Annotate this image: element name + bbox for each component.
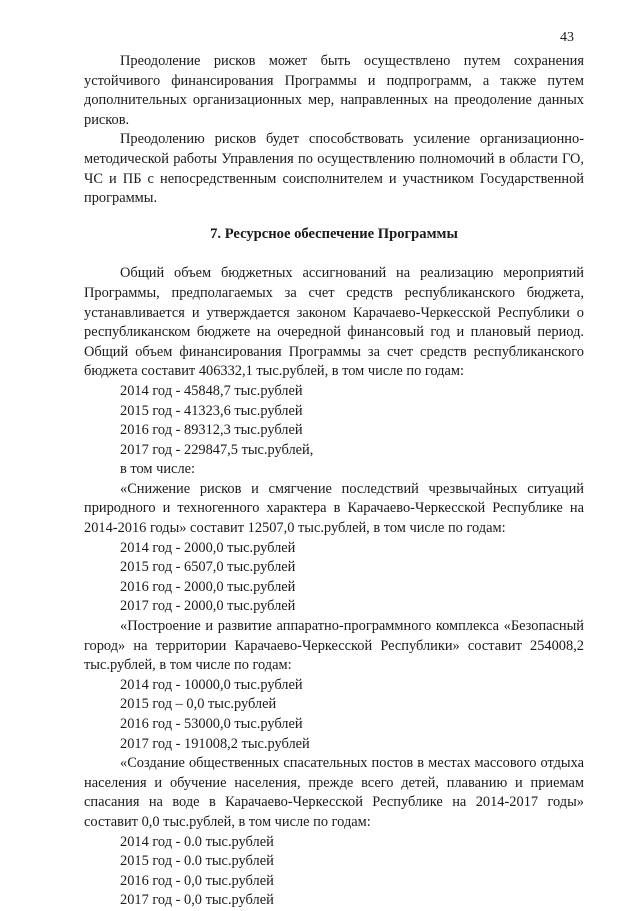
intro-paragraph-1: Преодоление рисков может быть осуществлено путем сохранения устойчивого финансирования Программы и подпрограмм, а также путем дополнительных организационных мер, направленных на преодоление данных рисков. <box>84 53 584 128</box>
list-item: 2016 год - 2000,0 тыс.рублей <box>120 578 296 595</box>
list-item: 2016 год - 89312,3 тыс.рублей <box>120 422 303 439</box>
list-item: 2015 год – 0,0 тыс.рублей <box>120 696 277 713</box>
list-item: 2014 год - 0.0 тыс.рублей <box>120 833 274 850</box>
subprogram-2-text: «Построение и развитие аппаратно-программного комплекса «Безопасный город» на территории Карачаево-Черкесской Республики» составит 254008,2 тыс.рублей, в том числе по годам: <box>84 618 584 674</box>
subprogram-3-text: «Создание общественных спасательных постов в местах массового отдыха населения и обучение населения, прежде всего детей, плаванию и приемам спасания на воде в Карачаево-Черкесской Республике на 2014-2017 годы» составит 0,0 тыс.рублей, в том числе по годам: <box>84 755 584 830</box>
section-title: 7. Ресурсное обеспечение Программы <box>210 225 458 242</box>
list-item: 2017 год - 0,0 тыс.рублей <box>120 892 274 909</box>
list-item: 2014 год - 10000,0 тыс.рублей <box>120 676 303 693</box>
including-label: в том числе: <box>120 461 196 478</box>
main-paragraph: Общий объем бюджетных ассигнований на реализацию мероприятий Программы, предполагаемых за счет средств республиканского бюджета, устанавливается и утверждается законом Карачаево-Черкесской Республики о республиканском бюджете на очередной финансовый год и плановый период. Общий объем финансирования Программы за счет средств республиканского бюджета составит 406332,1 тыс.рублей, в том числе по годам: <box>84 265 584 380</box>
subprogram-3-years <box>84 833 584 911</box>
list-item: 2017 год - 191008,2 тыс.рублей <box>120 735 310 752</box>
list-item: 2017 год - 229847,5 тыс.рублей, <box>120 441 314 458</box>
subprogram-2-years <box>84 676 584 754</box>
list-item: 2014 год - 45848,7 тыс.рублей <box>120 382 303 399</box>
list-item: 2016 год - 0,0 тыс.рублей <box>120 872 274 889</box>
list-item: 2017 год - 2000,0 тыс.рублей <box>120 598 296 615</box>
list-item: 2015 год - 0.0 тыс.рублей <box>120 853 274 870</box>
page-number: 43 <box>560 30 574 45</box>
list-item: 2015 год - 41323,6 тыс.рублей <box>120 402 303 419</box>
subprogram-1-text: «Снижение рисков и смягчение последствий чрезвычайных ситуаций природного и техногенного характера в Карачаево-Черкесской Республике на 2014-2016 годы» составит 12507,0 тыс.рублей, в том числе по годам: <box>84 480 584 537</box>
list-item: 2016 год - 53000,0 тыс.рублей <box>120 716 303 732</box>
list-item: 2014 год - 2000,0 тыс.рублей <box>120 539 296 556</box>
total-by-year-list <box>84 382 584 480</box>
subprogram-1-years <box>84 539 584 617</box>
page-content <box>84 52 584 911</box>
list-item: 2015 год - 6507,0 тыс.рублей <box>120 559 296 576</box>
intro-paragraph-2: Преодолению рисков будет способствовать усиление организационно-методической работы Управления по осуществлению полномочий в области ГО, ЧС и ПБ с непосредственным соисполнителем и участником Государственной программы. <box>84 131 584 207</box>
